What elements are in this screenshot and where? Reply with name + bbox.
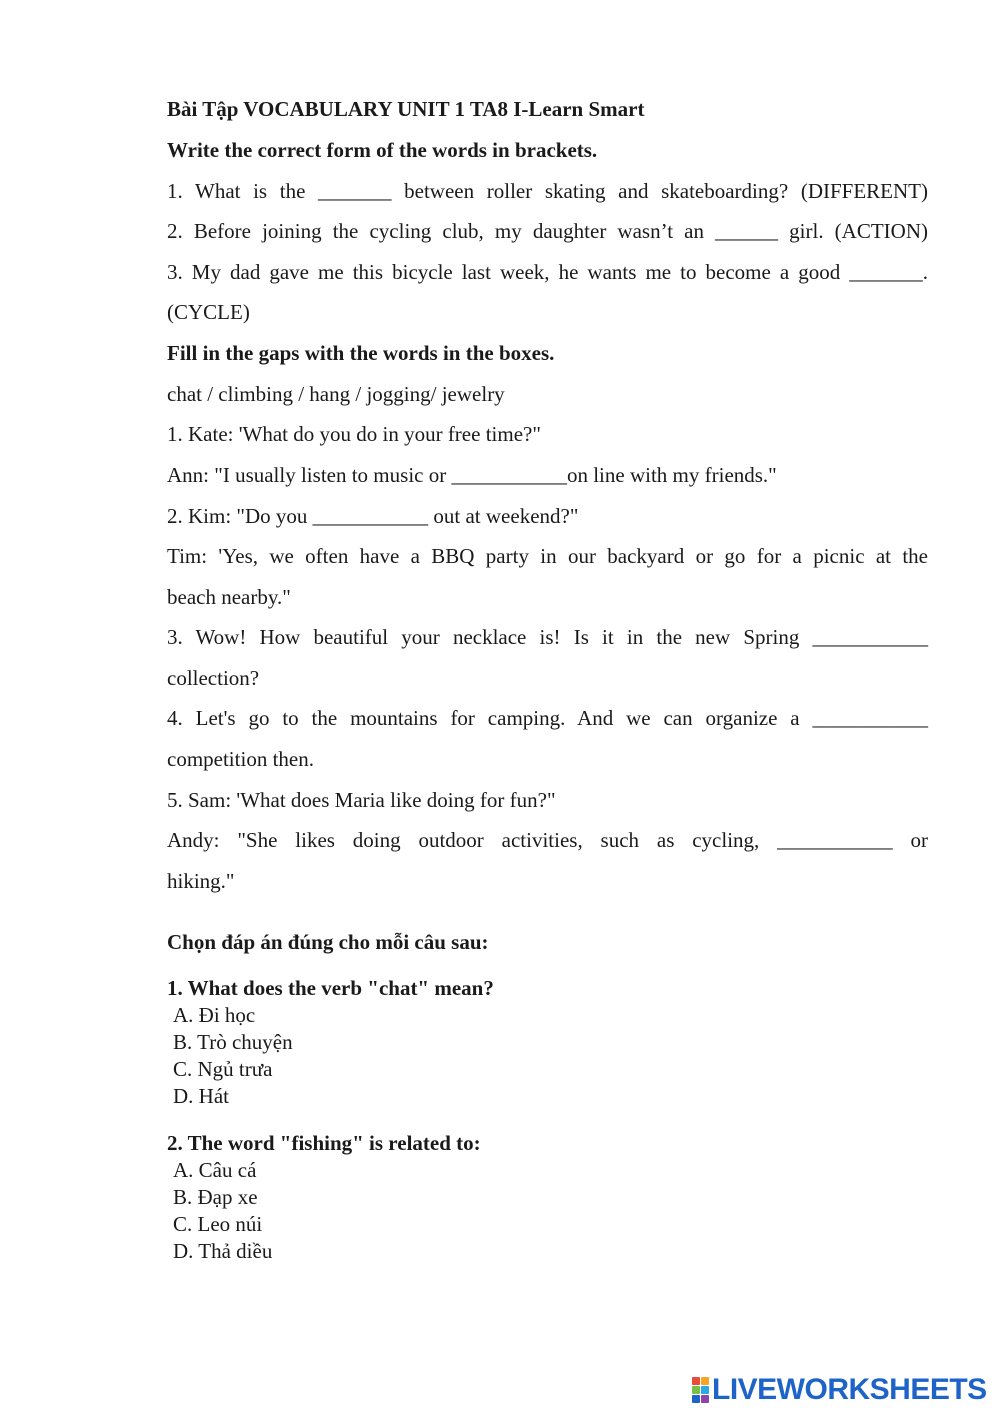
liveworksheets-logo[interactable] (692, 1374, 987, 1406)
section2-question-2-cont: beach nearby." (167, 585, 291, 609)
section2-question-2: 2. Kim: "Do you ___________ out at weekend?" (167, 504, 579, 528)
section2-question-2-answer: Tim: 'Yes, we often have a BBQ party in our backyard or go for a picnic at the (167, 544, 928, 568)
word-box: chat / climbing / hang / jogging/ jewelry (167, 382, 505, 406)
mc-question-1: 1. What does the verb "chat" mean? (167, 976, 494, 1000)
section1-heading: Write the correct form of the words in brackets. (167, 138, 598, 162)
mc-question-2-option-d: D. Thả diều (173, 1239, 273, 1263)
mc-question-1-option-d: D. Hát (173, 1084, 229, 1108)
mc-question-1-option-c: C. Ngủ trưa (173, 1057, 273, 1081)
section2-question-4-cont: competition then. (167, 747, 314, 771)
section2-question-5-answer: Andy: "She likes doing outdoor activities, such as cycling, ___________ or (167, 828, 928, 852)
section1-question-3: 3. My dad gave me this bicycle last week, he wants me to become a good _______. (167, 260, 928, 284)
section1-question-2: 2. Before joining the cycling club, my daughter wasn’t an ______ girl. (ACTION) (167, 219, 928, 243)
section2-heading: Fill in the gaps with the words in the boxes. (167, 341, 555, 365)
liveworksheets-logo-icon (692, 1377, 709, 1403)
section2-question-1-answer: Ann: "I usually listen to music or ___________on line with my friends." (167, 463, 777, 487)
section2-question-1: 1. Kate: 'What do you do in your free time?" (167, 422, 541, 446)
section2-question-3: 3. Wow! How beautiful your necklace is! Is it in the new Spring ___________ (167, 625, 928, 649)
worksheet-title: Bài Tập VOCABULARY UNIT 1 TA8 I-Learn Smart (167, 97, 645, 121)
section3-heading: Chọn đáp án đúng cho mỗi câu sau: (167, 930, 489, 954)
section2-question-5-cont: hiking." (167, 869, 235, 893)
mc-question-2: 2. The word "fishing" is related to: (167, 1131, 481, 1155)
section2-question-4: 4. Let's go to the mountains for camping. And we can organize a ___________ (167, 706, 928, 730)
section1-question-3-cont: (CYCLE) (167, 300, 250, 324)
mc-question-2-option-b: B. Đạp xe (173, 1185, 258, 1209)
mc-question-2-option-a: A. Câu cá (173, 1158, 257, 1182)
section1-question-1: 1. What is the _______ between roller skating and skateboarding? (DIFFERENT) (167, 179, 928, 203)
mc-question-2-option-c: C. Leo núi (173, 1212, 263, 1236)
section2-question-5: 5. Sam: 'What does Maria like doing for fun?" (167, 788, 556, 812)
mc-question-1-option-a: A. Đi học (173, 1003, 256, 1027)
logo-text: LIVEWORKSHEETS (712, 1373, 987, 1406)
section2-question-3-cont: collection? (167, 666, 260, 690)
mc-question-1-option-b: B. Trò chuyện (173, 1030, 293, 1054)
